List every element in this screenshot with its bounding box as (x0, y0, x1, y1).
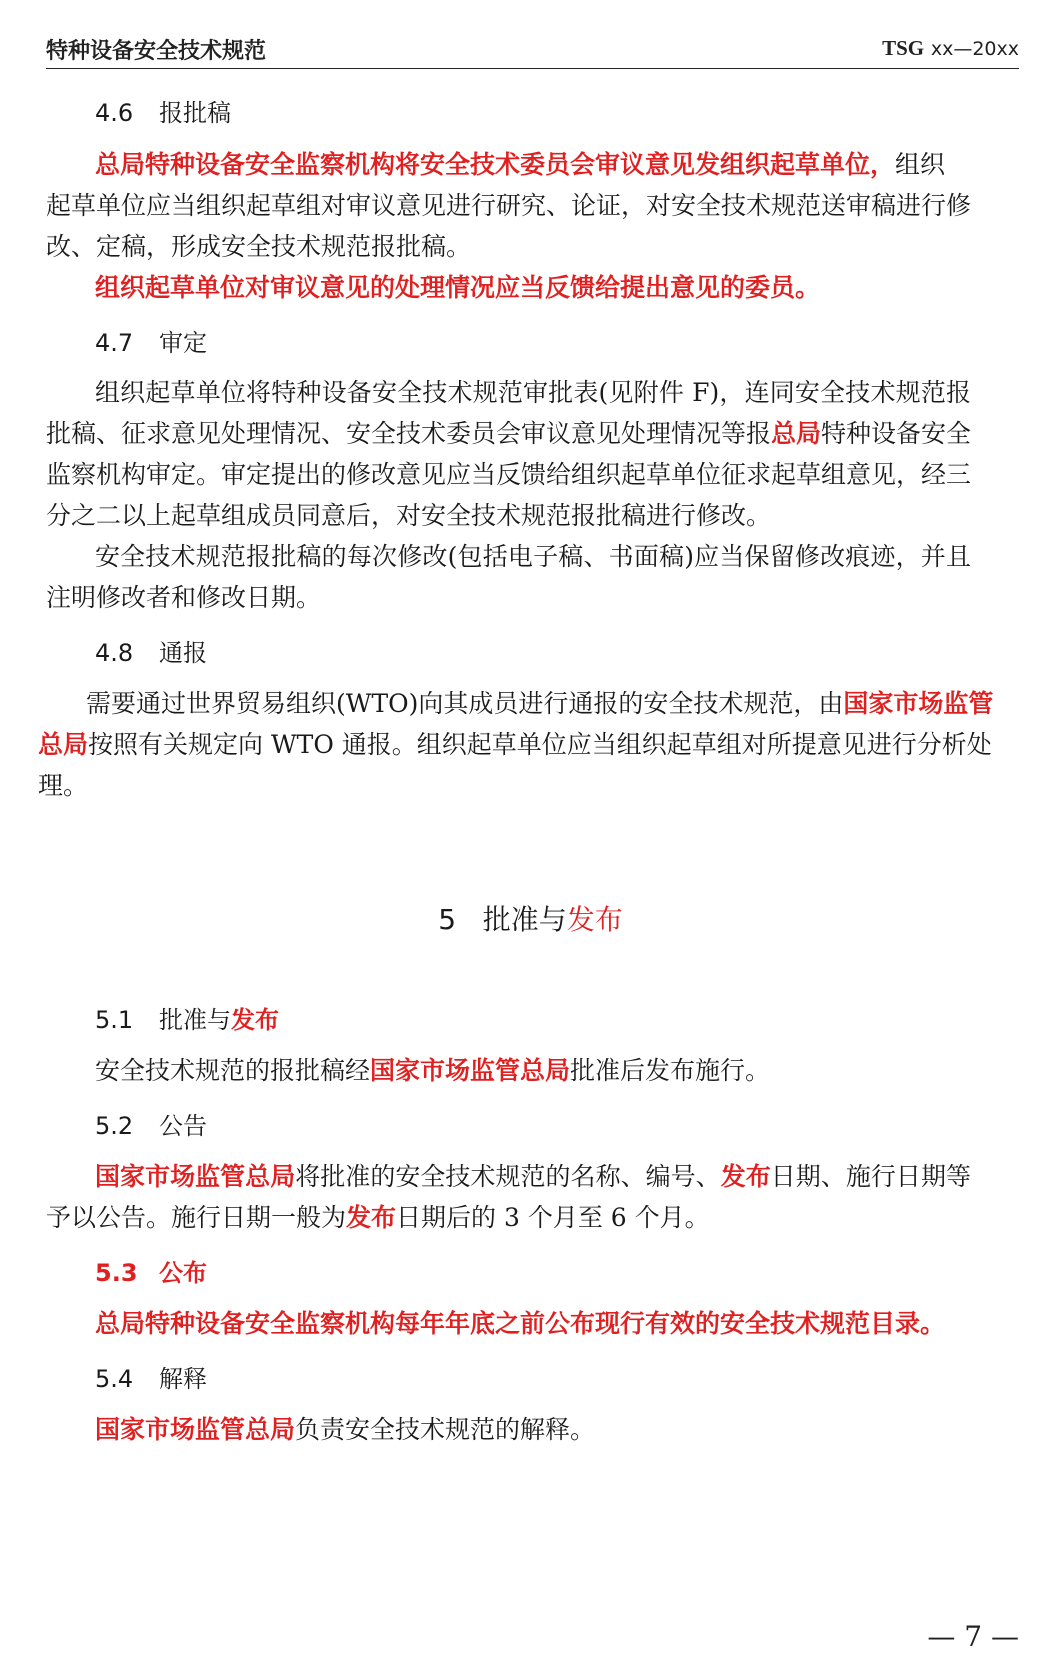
paragraph-line: 注明修改者和修改日期。 (46, 583, 322, 612)
page-header (46, 30, 1019, 69)
paragraph-line: 分之二以上起草组成员同意后，对安全技术规范报批稿进行修改。 (46, 501, 772, 530)
paragraph-line: 监察机构审定。审定提出的修改意见应当反馈给组织起草单位征求起草组意见，经三 (46, 460, 972, 489)
heading-4-6 (95, 98, 231, 128)
chapter-number: 5 (438, 903, 457, 936)
heading-number: 5.2 (95, 1112, 134, 1140)
heading-5-3 (95, 1258, 207, 1288)
heading-title: 审定 (159, 329, 207, 357)
heading-title: 公告 (159, 1112, 207, 1140)
highlight-text: 国家市场监管总局 (95, 1162, 296, 1191)
header-tsg: TSG (882, 36, 925, 60)
paragraph-line: 理。 (38, 771, 89, 800)
highlight-text: 发布 (346, 1203, 397, 1232)
heading-number: 5.3 (95, 1259, 138, 1287)
paragraph-line: 起草单位应当组织起草组对审议意见进行研究、论证，对安全技术规范送审稿进行修 (46, 191, 972, 220)
highlight-text: 国家市场监管 (843, 689, 994, 718)
paragraph-line (95, 1415, 595, 1445)
heading-4-7 (95, 328, 207, 358)
heading-title: 公布 (159, 1259, 207, 1287)
heading-title: 报批稿 (159, 99, 231, 127)
paragraph-line: 改、定稿，形成安全技术规范报批稿。 (46, 232, 472, 261)
highlight-text: 总局 (771, 419, 822, 448)
text-segment: 按照有关规定向 WTO 通报。组织起草单位应当组织起草组对所提意见进行分析处 (88, 730, 992, 759)
text-segment: 特种设备安全 (821, 419, 972, 448)
paragraph-line (38, 730, 992, 760)
paragraph-line (95, 1056, 770, 1086)
page-number: — 7 — (927, 1620, 1019, 1653)
highlight-text: 总局 (38, 730, 89, 759)
heading-4-8 (95, 638, 207, 668)
heading-number: 5.4 (95, 1365, 134, 1393)
highlight-text: 总局特种设备安全监察机构将安全技术委员会审议意见发组织起草单位， (95, 150, 896, 179)
paragraph-line-highlight: 总局特种设备安全监察机构每年年底之前公布现行有效的安全技术规范目录。 (95, 1309, 946, 1338)
heading-title: 解释 (159, 1365, 207, 1393)
paragraph-line: 组织起草单位将特种设备安全技术规范审批表(见附件 F)，连同安全技术规范报 (95, 378, 971, 407)
text-segment: 将批准的安全技术规范的名称、编号、 (295, 1162, 721, 1191)
header-standard-number (882, 36, 1019, 61)
paragraph-line (95, 150, 971, 180)
heading-title-highlight: 发布 (231, 1006, 279, 1034)
text-segment: 负责安全技术规范的解释。 (295, 1415, 596, 1444)
text-segment: 予以公告。施行日期一般为 (46, 1203, 347, 1232)
paragraph-line (46, 419, 971, 449)
paragraph-line (95, 1162, 971, 1192)
heading-number: 4.8 (95, 639, 134, 667)
text-segment: 批准后发布施行。 (570, 1056, 771, 1085)
text-segment: 批稿、征求意见处理情况、安全技术委员会审议意见处理情况等报 (46, 419, 772, 448)
header-title: 特种设备安全技术规范 (46, 39, 267, 64)
text-segment: 组织 (895, 150, 946, 179)
text-segment: 日期、施行日期等 (770, 1162, 971, 1191)
heading-number: 5.1 (95, 1006, 134, 1034)
paragraph-line: 安全技术规范报批稿的每次修改(包括电子稿、书面稿)应当保留修改痕迹，并且 (95, 542, 971, 571)
highlight-text: 发布 (720, 1162, 771, 1191)
highlight-text: 国家市场监管总局 (95, 1415, 296, 1444)
heading-5-2 (95, 1111, 207, 1141)
heading-number: 4.6 (95, 99, 134, 127)
text-segment: 需要通过世界贸易组织(WTO)向其成员进行通报的安全技术规范，由 (86, 689, 844, 718)
heading-number: 4.7 (95, 329, 134, 357)
paragraph-line (86, 689, 994, 719)
text-segment: 安全技术规范的报批稿经 (95, 1056, 371, 1085)
header-number: xx—20xx (930, 38, 1019, 60)
heading-title: 通报 (159, 639, 207, 667)
chapter-5-title (0, 898, 1061, 938)
heading-title: 批准与 (159, 1006, 231, 1034)
chapter-title-highlight: 发布 (566, 903, 623, 936)
paragraph-line (46, 1203, 710, 1233)
paragraph-line-highlight: 组织起草单位对审议意见的处理情况应当反馈给提出意见的委员。 (95, 273, 821, 302)
text-segment: 日期后的 3 个月至 6 个月。 (396, 1203, 710, 1232)
highlight-text: 国家市场监管总局 (370, 1056, 571, 1085)
heading-5-1 (95, 1005, 279, 1035)
heading-5-4 (95, 1364, 207, 1394)
chapter-title: 批准与 (482, 903, 567, 936)
